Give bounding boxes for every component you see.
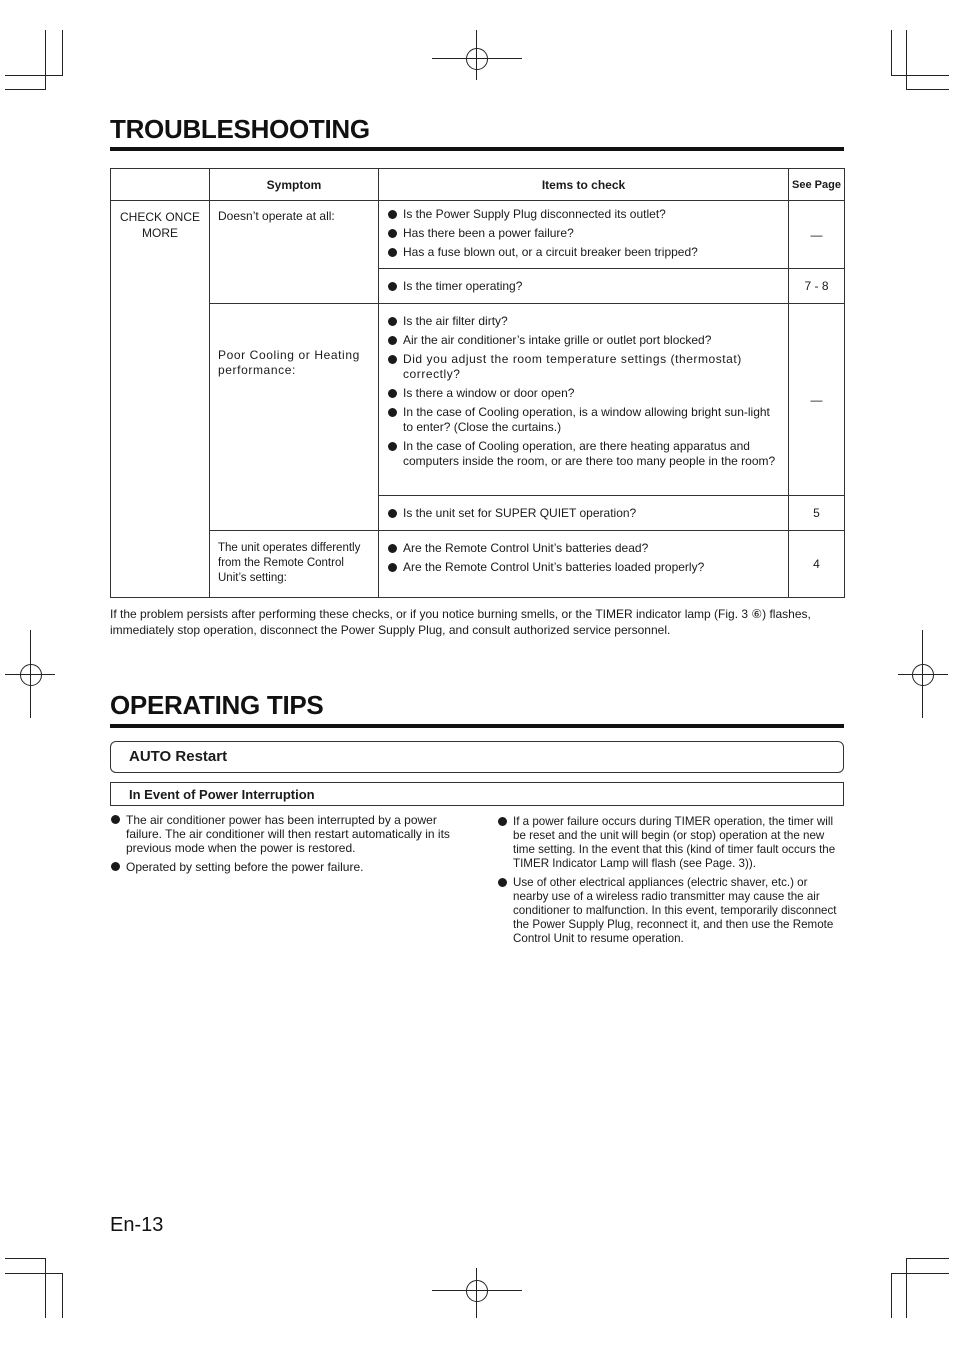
page-number: En-13 [110, 1214, 164, 1236]
operating-tips-title: OPERATING TIPS [110, 690, 324, 720]
symptom-text: Poor Cooling or Heating performance: [218, 348, 360, 377]
items-cell [379, 269, 789, 304]
left-tips-list [110, 813, 460, 879]
header-symptom: Symptom [210, 169, 379, 201]
check-item: Is the Power Supply Plug disconnected its outlet? [387, 207, 782, 222]
check-item: Are the Remote Control Unit’s batteries dead? [387, 541, 782, 556]
check-item: Are the Remote Control Unit’s batteries loaded properly? [387, 560, 782, 575]
auto-restart-heading [110, 741, 844, 773]
items-cell [379, 531, 789, 598]
check-item: Has a fuse blown out, or a circuit breaker been tripped? [387, 245, 782, 260]
check-item: Is the unit set for SUPER QUIET operation? [387, 506, 782, 521]
check-item: Has there been a power failure? [387, 226, 782, 241]
check-item: Is there a window or door open? [387, 386, 782, 401]
auto-restart-heading-text: AUTO Restart [129, 748, 228, 765]
table-row [111, 304, 845, 496]
see-page-cell: 4 [789, 531, 845, 598]
power-interruption-heading-text: In Event of Power Interruption [129, 787, 315, 802]
title-rule [110, 147, 844, 151]
check-item: In the case of Cooling operation, are there heating apparatus and computers inside the room, or are there too many people in the room? [387, 439, 782, 469]
list-item: Operated by setting before the power failure. [110, 860, 460, 874]
symptom-cell: The unit operates differently from the Remote Control Unit’s setting: [210, 531, 379, 598]
header-category [111, 169, 210, 201]
right-tips-list [497, 815, 844, 951]
table-header-row [111, 169, 845, 201]
category-cell: CHECK ONCE MORE [111, 201, 210, 598]
check-item: Is the timer operating? [387, 279, 782, 294]
header-see-page: See Page [789, 169, 845, 201]
troubleshooting-note: If the problem persists after performing these checks, or if you notice burning smells, or the TIMER indicator lamp (Fig. 3 ⑥) flashes, immediately stop operation, disconnect the Power Supply Plug, and consult authorized service personnel. [110, 607, 811, 637]
troubleshooting-title: TROUBLESHOOTING [110, 114, 370, 144]
list-item: Use of other electrical appliances (electric shaver, etc.) or nearby use of a wireless radio transmitter may cause the air conditioner to malfunction. In this event, temporarily disconnect the Power Supply Plug, reconnect it, and then use the Remote Control Unit to resume operation. [497, 876, 844, 946]
title-rule [110, 724, 844, 728]
items-cell [379, 304, 789, 496]
check-item: Is the air filter dirty? [387, 314, 782, 329]
power-interruption-heading [110, 782, 844, 806]
check-item: In the case of Cooling operation, is a window allowing bright sun-light to enter? (Close the curtains.) [387, 405, 782, 435]
list-item: The air conditioner power has been interrupted by a power failure. The air conditioner will then restart automatically in its previous mode when the power is restored. [110, 813, 460, 855]
header-items: Items to check [379, 169, 789, 201]
check-item: Air the air conditioner’s intake grille or outlet port blocked? [387, 333, 782, 348]
troubleshooting-table [110, 168, 845, 598]
see-page-cell: 5 [789, 496, 845, 531]
table-row [111, 531, 845, 598]
items-cell [379, 496, 789, 531]
list-item: If a power failure occurs during TIMER operation, the timer will be reset and the unit will begin (or stop) operation at the new time setting. In the event that this (kind of timer fault occurs the TIMER Indicator Lamp will flash (see Page. 3)). [497, 815, 844, 871]
items-cell [379, 201, 789, 269]
table-row [111, 201, 845, 269]
symptom-cell [210, 304, 379, 531]
symptom-cell: Doesn’t operate at all: [210, 201, 379, 304]
see-page-cell: 7 - 8 [789, 269, 845, 304]
see-page-cell: — [789, 201, 845, 269]
check-item: Did you adjust the room temperature settings (thermostat) correctly? [387, 352, 782, 382]
see-page-cell: — [789, 304, 845, 496]
